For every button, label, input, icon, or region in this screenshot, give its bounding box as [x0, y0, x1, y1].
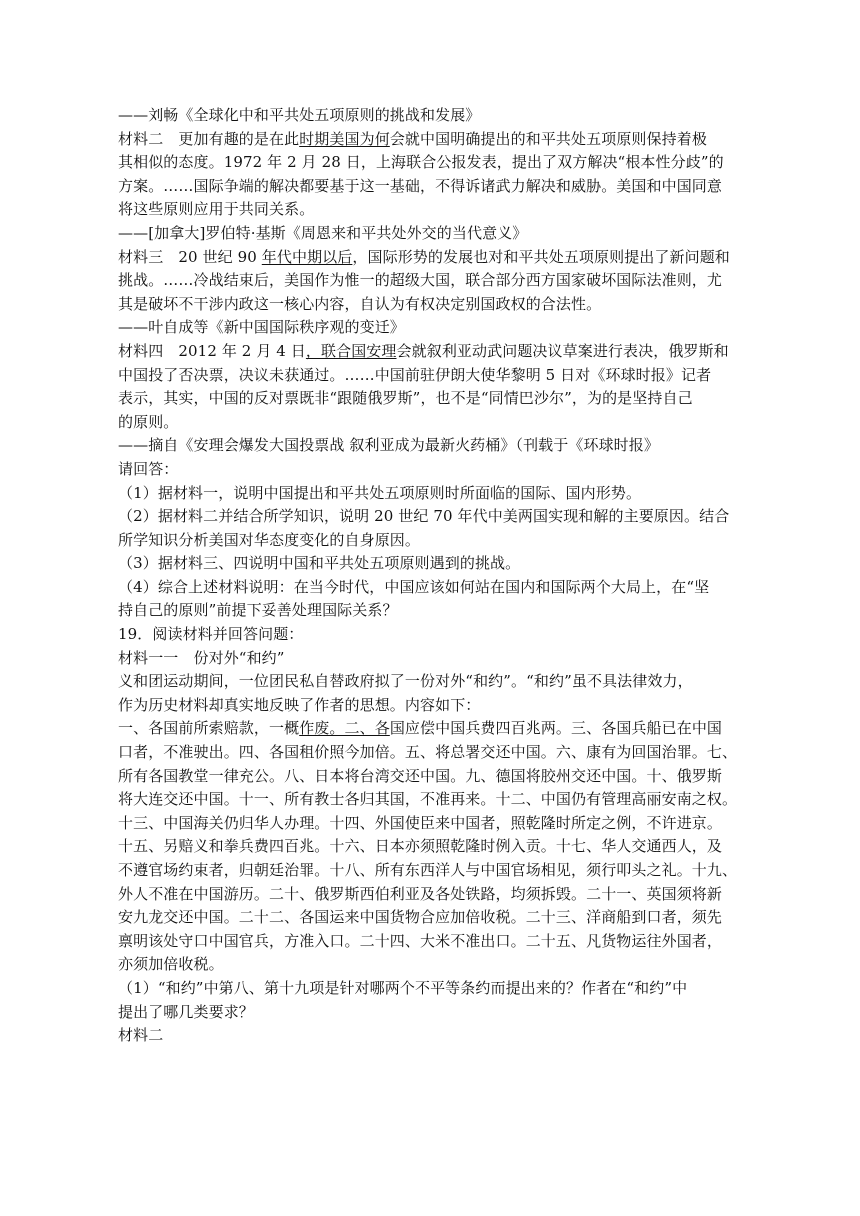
- text-segment: 方案。……国际争端的解决都要基于这一基础，不得诉诸武力解决和威胁。美国和中国同意: [118, 176, 723, 195]
- text-segment: ，国际形势的发展也对和平共处五项原则提出了新问题和: [352, 247, 730, 266]
- text-line: [118, 151, 744, 175]
- text-segment: 禀明该处守口中国官兵，方准入口。二十四、大米不准出口。二十五、凡货物运往外国者，: [118, 931, 723, 950]
- text-segment: 外人不准在中国游历。二十、俄罗斯西伯利亚及各处铁路，均须拆毁。二十一、英国须将新: [118, 884, 723, 903]
- text-segment: ——叶自成等《新中国国际秩序观的变迁》: [118, 318, 405, 337]
- text-segment: 材料二 更加有趣的是在此: [118, 129, 300, 148]
- text-segment: 持自己的原则”前提下妥善处理国际关系？: [118, 601, 398, 620]
- text-segment: 十五、另赔义和拳兵费四百兆。十六、日本亦须照乾隆时例入贡。十七、华人交通西人，及: [118, 837, 723, 856]
- text-segment: 请回答：: [118, 459, 179, 478]
- text-line: [118, 482, 744, 506]
- text-line: [118, 812, 744, 836]
- text-segment: 挑战。……冷战结束后，美国作为惟一的超级大国，联合部分西方国家破坏国际法准则，尤: [118, 271, 723, 290]
- text-line: [118, 458, 744, 482]
- text-segment: 十三、中国海关仍归华人办理。十四、外国使臣来中国者，照乾隆时所定之例，不许进京。: [118, 813, 723, 832]
- text-line: [118, 694, 744, 718]
- text-line: [118, 411, 744, 435]
- text-line: [118, 552, 744, 576]
- text-line: [118, 576, 744, 600]
- text-line: [118, 222, 744, 246]
- text-segment: 作为历史材料却真实地反映了作者的思想。内容如下：: [118, 695, 481, 714]
- text-line: [118, 765, 744, 789]
- text-segment: 材料二: [118, 1026, 164, 1045]
- text-segment: 所有各国教堂一律充公。八、日本将台湾交还中国。九、德国将胶州交还中国。十、俄罗斯: [118, 766, 723, 785]
- text-segment: 会就中国明确提出的和平共处五项原则保持着极: [389, 129, 707, 148]
- text-line: [118, 505, 744, 529]
- text-line: [118, 670, 744, 694]
- text-line: [118, 930, 744, 954]
- underlined-text: ，联合国安理: [305, 341, 397, 360]
- text-segment: ——摘自《安理会爆发大国投票战 叙利亚成为最新火药桶》（刊载于《环球时报》: [118, 436, 659, 455]
- text-segment: 将大连交还中国。十一、所有教士各归其国，不准再来。十二、中国仍有管理高丽安南之权。: [118, 790, 738, 809]
- text-segment: 表示，其实，中国的反对票既非“跟随俄罗斯”，也不是“同情巴沙尔”，为的是坚持自己: [118, 389, 693, 408]
- text-segment: 口者，不准驶出。四、各国租价照今加倍。五、将总署交还中国。六、康有为回国治罪。七、: [118, 743, 738, 762]
- text-segment: （1）“和约”中第八、第十九项是针对哪两个不平等条约而提出来的？作者在“和约”中: [118, 978, 688, 997]
- text-line: [118, 269, 744, 293]
- text-line: [118, 859, 744, 883]
- text-segment: 所学知识分析美国对华态度变化的自身原因。: [118, 530, 421, 549]
- text-segment: 材料三 20 世纪 90: [118, 247, 262, 266]
- text-segment: ——[加拿大]罗伯特·基斯《周恩来和平共处外交的当代意义》: [118, 223, 528, 242]
- text-segment: 国应偿中国兵费四百兆两。三、各国兵船已在中国: [389, 719, 723, 738]
- text-segment: 会就叙利亚动武问题决议草案进行表决，俄罗斯和: [396, 341, 729, 360]
- text-segment: 的原则。: [118, 412, 179, 431]
- text-segment: （4）综合上述材料说明：在当今时代，中国应该如何站在国内和国际两个大局上，在“坚: [118, 577, 710, 596]
- text-line: [118, 364, 744, 388]
- text-line: [118, 599, 744, 623]
- text-line: [118, 835, 744, 859]
- text-line: [118, 953, 744, 977]
- text-line: [118, 175, 744, 199]
- text-line: [118, 434, 744, 458]
- text-line: [118, 1024, 744, 1048]
- text-line: [118, 883, 744, 907]
- text-line: [118, 128, 744, 152]
- text-line: [118, 977, 744, 1001]
- text-line: [118, 198, 744, 222]
- document-page: [118, 104, 744, 1048]
- text-line: [118, 340, 744, 364]
- text-segment: 19．阅读材料并回答问题：: [118, 625, 304, 644]
- text-segment: 亦须加倍收税。: [118, 955, 224, 974]
- text-line: [118, 529, 744, 553]
- text-segment: （1）据材料一，说明中国提出和平共处五项原则时所面临的国际、国内形势。: [118, 483, 642, 502]
- text-line: [118, 246, 744, 270]
- text-line: [118, 788, 744, 812]
- text-segment: 材料一一 份对外“和约”: [118, 648, 285, 667]
- underlined-text: 作废。二、各: [299, 719, 390, 738]
- text-line: [118, 1001, 744, 1025]
- text-line: [118, 623, 744, 647]
- text-line: [118, 741, 744, 765]
- text-segment: 将这些原则应用于共同关系。: [118, 200, 315, 219]
- text-line: [118, 104, 744, 128]
- text-segment: （2）据材料二并结合所学知识，说明 20 世纪 70 年代中美两国实现和解的主要原因。结合: [118, 507, 730, 526]
- text-segment: 其是破坏不干涉内政这一核心内容，自认为有权决定别国政权的合法性。: [118, 294, 602, 313]
- text-segment: （3）据材料三、四说明中国和平共处五项原则遇到的挑战。: [118, 554, 521, 573]
- text-segment: ——刘畅《全球化中和平共处五项原则的挑战和发展》: [118, 106, 481, 124]
- text-segment: 一、各国前所索赔款，一概: [118, 719, 300, 738]
- underlined-text: 时期美国为何: [299, 129, 390, 148]
- text-line: [118, 293, 744, 317]
- text-segment: 中国投了否决票，决议未获通过。……中国前驻伊朗大使华黎明 5 日对《环球时报》记者: [118, 365, 712, 384]
- underlined-text: 年代中期以后: [261, 247, 353, 266]
- text-segment: 其相似的态度。1972 年 2 月 28 日，上海联合公报发表，提出了双方解决“根本性分歧”的: [118, 153, 724, 172]
- text-segment: 安九龙交还中国。二十二、各国运来中国货物合应加倍收税。二十三、洋商船到口者，须先: [118, 908, 723, 927]
- text-line: [118, 717, 744, 741]
- text-segment: 不遵官场约束者，归朝廷治罪。十八、所有东西洋人与中国官场相见，须行叩头之礼。十九、: [118, 861, 738, 879]
- text-line: [118, 387, 744, 411]
- text-line: [118, 316, 744, 340]
- text-line: [118, 647, 744, 671]
- text-line: [118, 906, 744, 930]
- text-segment: 义和团运动期间，一位团民私自替政府拟了一份对外“和约”。“和约”虽不具法律效力，: [118, 672, 693, 691]
- text-segment: 材料四 2012 年 2 月 4 日: [118, 341, 306, 360]
- text-segment: 提出了哪几类要求？: [118, 1002, 254, 1021]
